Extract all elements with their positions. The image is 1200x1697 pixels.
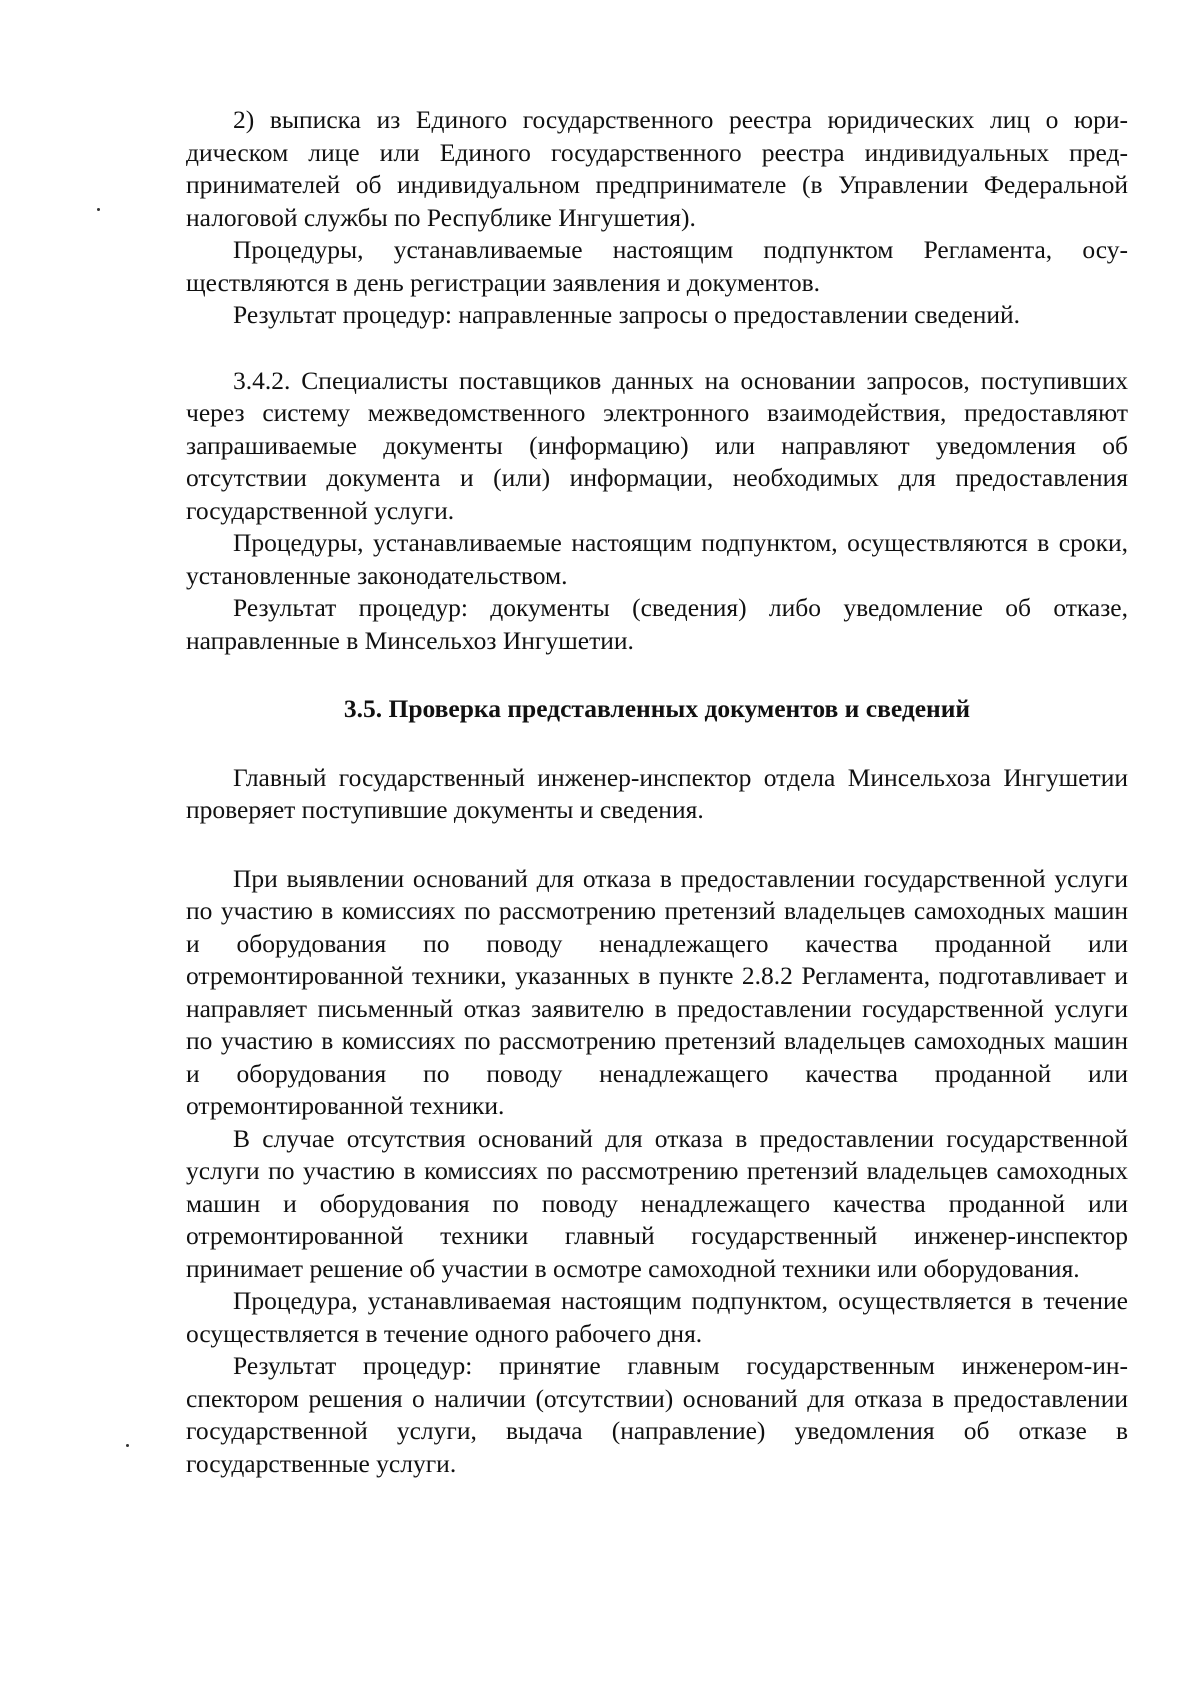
document-body <box>186 104 1128 1480</box>
paragraph-result-documents: Результат процедур: документы (сведения) либо уведомление об отказе, направленные в Минсельхоз Ингушетии. <box>186 593 1128 655</box>
paragraph-3-4-2: 3.4.2. Специалисты поставщиков данных на основании запросов, поступивших через систему межведомственного электронного взаимодействия, предоставляют запрашиваемые документы (информацию) или направляют уведомления об отсутствии документа и (или) информации, необходимых для предоставления государственной услуги. <box>186 365 1128 525</box>
paragraph-refusal-grounds: При выявлении оснований для отказа в предоставлении государственной услуги по участию в комиссиях по рассмотрению претензий владельцев самоходных машин и оборудования по поводу ненадлежащего качества проданной или отремонтированной техники, указанных в пункте 2.8.2 Регламента, подготавливает и направляет письменный отказ заявителю в предоставлении государственной услуги по участию в комиссиях по рассмотрению претензий владельцев самоходных машин и оборудования по поводу ненадлежащего качества проданной или отремонтированной техники. <box>186 863 1128 1120</box>
scan-speck <box>97 208 100 211</box>
paragraph-result-requests: Результат процедур: направленные запросы о предоставлении сведений. <box>233 300 1021 329</box>
paragraph-procedures-terms: Процедуры, устанавливаемые настоящим подпунктом, осуществляются в сроки, установленные законодательством. <box>186 528 1128 590</box>
paragraph-no-refusal-grounds: В случае отсутствия оснований для отказа в предоставлении государственной услуги по участию в комиссиях по рассмотрению претензий владельцев самоходных машин и оборудования по поводу ненадлежащего качества проданной или отремонтированной техники главный государственный инженер-инспектор принимает решение об участии в осмотре самоходной техники или оборудования. <box>186 1123 1128 1283</box>
paragraph-egrul-extract: 2) выписка из Единого государственного реестра юридических лиц о юридическом лице или Единого государственного реестра индивидуальных предпринимателей об индивидуальном предпринимателе (в Управлении Федеральной налоговой службы по Республике Ингушетия). <box>186 105 1128 232</box>
scan-speck <box>126 1444 129 1447</box>
paragraph-result-decision: Результат процедур: принятие главным государственным инженером-инспектором решения о наличии (отсутствии) оснований для отказа в предоставлении государственной услуги, выдача (направление) уведомления об отказе в государственные услуги. <box>186 1351 1128 1478</box>
spacer <box>186 332 1128 365</box>
section-heading: 3.5. Проверка представленных документов и сведений <box>343 694 971 723</box>
spacer <box>186 657 1128 693</box>
paragraph-inspector-checks: Главный государственный инженер-инспектор отдела Минсельхоза Ингушетии проверяет поступившие документы и сведения. <box>186 762 1128 824</box>
spacer <box>186 827 1128 863</box>
paragraph-procedures-day: Процедуры, устанавливаемые настоящим подпунктом Регламента, осуществляются в день регистрации заявления и документов. <box>186 235 1128 297</box>
spacer <box>186 726 1128 762</box>
paragraph-procedure-one-day: Процедура, устанавливаемая настоящим подпунктом, осуществляется в течение осуществляется в течение одного рабочего дня. <box>186 1286 1128 1348</box>
